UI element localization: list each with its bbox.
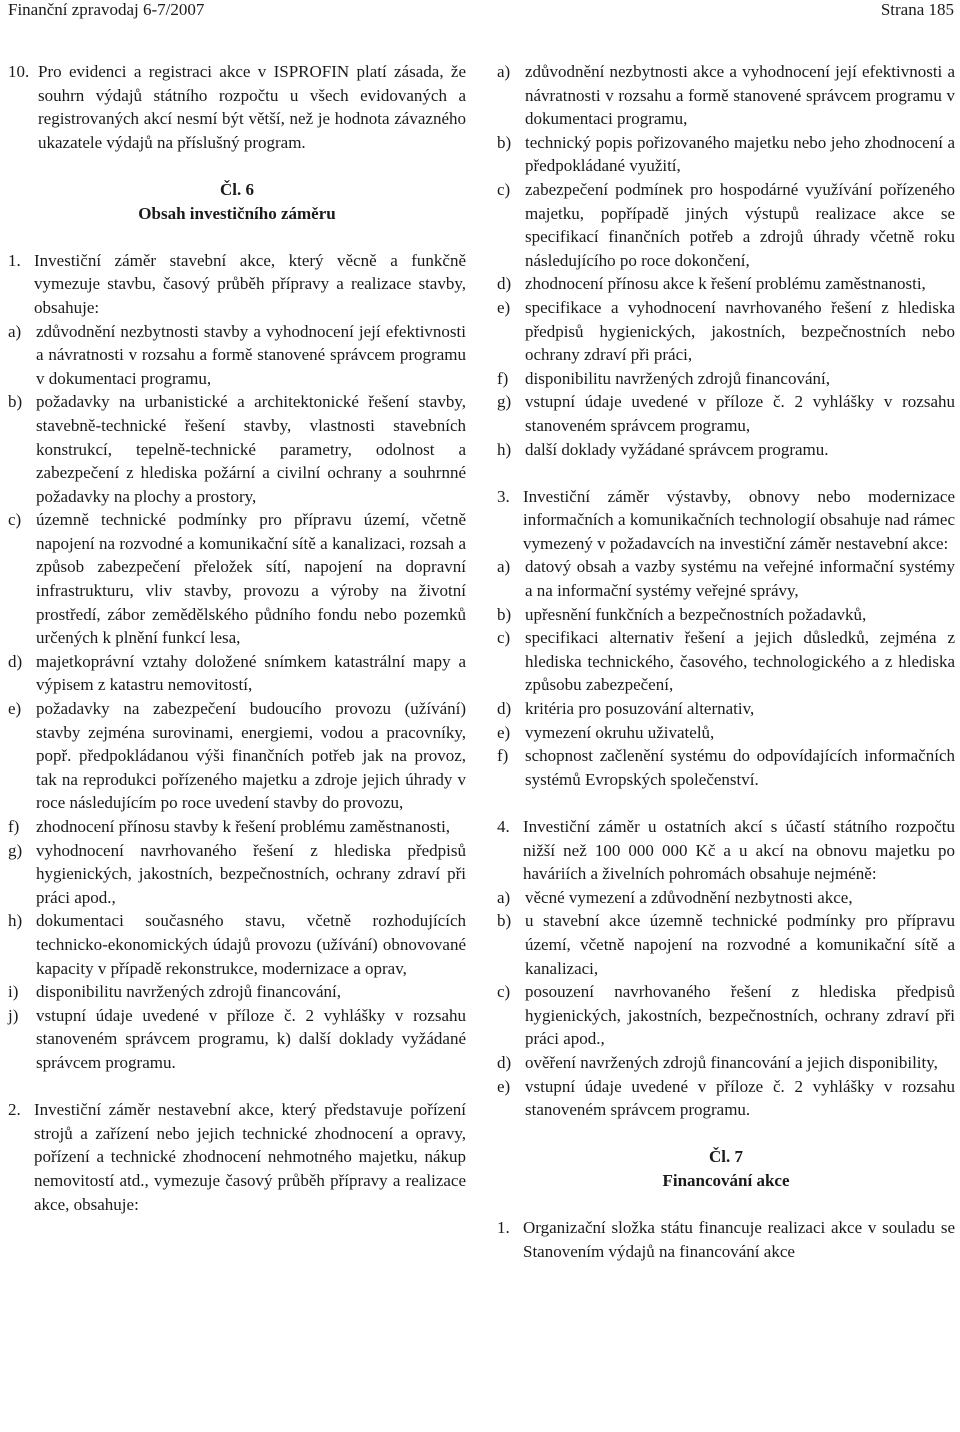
list-item: [497, 367, 955, 391]
item-label: d): [497, 699, 512, 719]
list-item: [497, 390, 955, 437]
item-text: požadavky na urbanistické a architektonické řešení stavby, stavebně-technické řešení stavby, vlastnosti stavebních konstrukcí, tepelně-technické parametry, odolnost a zabezpečení z hlediska požární a civilní ochrany a souhrnné požadavky na plochy a prostory,: [36, 392, 466, 506]
paragraph-text: Investiční záměr stavební akce, který věcně a funkčně vymezuje stavbu, časový průběh přípravy a realizace stavby, obsahuje:: [34, 250, 466, 317]
item-label: g): [497, 392, 512, 412]
list-item: [8, 839, 466, 910]
item-label: j): [8, 1005, 19, 1025]
list-item: [497, 909, 955, 980]
paragraph-text: Pro evidenci a registraci akce v ISPROFIN platí zásada, že souhrn výdajů státního rozpočtu u všech evidovaných a registrovaných akcí nesmí být větší, než je hodnota závazného ukazatele výdajů na příslušný program.: [38, 62, 466, 152]
item-text: datový obsah a vazby systému na veřejné informační systémy a na informační systémy veřejné správy,: [525, 557, 955, 601]
item-text: disponibilitu navržených zdrojů financování,: [36, 982, 341, 1002]
paragraph-10: [8, 60, 466, 154]
item-label: c): [497, 982, 511, 1002]
item-text: územně technické podmínky pro přípravu území, včetně napojení na rozvodné a komunikační sítě a kanalizaci, rozsah a způsob zabezpečení přeložek sítí, napojení na dopravní infrastrukturu, vliv stavby, provozu a výroby na životní prostředí, zábor zemědělského půdního fondu nebo pozemků určených k plnění funkcí lesa,: [36, 510, 466, 648]
item-list: [8, 320, 466, 1075]
item-label: d): [497, 274, 512, 294]
item-label: e): [497, 297, 511, 317]
item-label: f): [497, 746, 509, 766]
item-label: h): [497, 439, 512, 459]
item-text: u stavební akce územně technické podmínky pro přípravu území, včetně napojení na rozvodné a komunikační sítě a kanalizaci,: [525, 911, 955, 978]
list-item: [8, 320, 466, 391]
item-text: upřesnění funkčních a bezpečnostních požadavků,: [525, 604, 867, 624]
item-label: a): [497, 62, 511, 81]
item-text: specifikace a vyhodnocení navrhovaného řešení z hlediska předpisů hygienických, jakostních, bezpečnostních nebo ochrany zdraví při práci,: [525, 297, 955, 365]
paragraph-text: Organizační složka státu financuje realizaci akce v souladu se Stanovením výdajů na financování akce: [523, 1218, 955, 1261]
item-label: b): [497, 132, 512, 152]
list-item: [497, 438, 955, 462]
item-text: posouzení navrhovaného řešení z hlediska předpisů hygienických, jakostních, bezpečnostních, ochrany zdraví při práci apod.,: [525, 982, 955, 1049]
item-text: další doklady vyžádané správcem programu.: [525, 439, 829, 459]
item-text: specifikaci alternativ řešení a jejich důsledků, zejména z hlediska technického, časového, technologického a z hlediska způsobu zabezpečení,: [525, 628, 955, 695]
article-6-title: Čl. 6: [220, 179, 254, 199]
article-6-subtitle: Obsah investičního záměru: [138, 203, 336, 223]
list-item: [8, 697, 466, 815]
list-item: [497, 296, 955, 367]
item-text: vyhodnocení navrhovaného řešení z hlediska předpisů hygienických, jakostních, bezpečnostních, ochrany zdraví při práci apod.,: [36, 840, 466, 907]
item-text: zhodnocení přínosu akce k řešení problému zaměstnanosti,: [525, 274, 926, 294]
item-label: e): [8, 699, 22, 719]
item-label: d): [497, 1052, 512, 1072]
item-label: a): [497, 887, 511, 907]
item-text: zabezpečení podmínek pro hospodárné využívání pořízeného majetku, popřípadě jiných výstupů realizace akce se specifikací finančních potřeb a zdrojů úhrady včetně roku následujícího po roce dokončení,: [525, 179, 955, 270]
item-text: disponibilitu navržených zdrojů financování,: [525, 368, 830, 388]
publication-title: Finanční zpravodaj 6-7/2007: [8, 0, 205, 19]
item-label: h): [8, 911, 23, 931]
list-item: [497, 603, 955, 627]
paragraph-3: [497, 485, 955, 792]
list-item: [497, 886, 955, 910]
item-label: b): [497, 604, 512, 624]
article-7-title: Čl. 7: [709, 1147, 743, 1167]
item-text: schopnost začlenění systému do odpovídajících informačních systémů Evropských společenství.: [525, 746, 955, 789]
list-item: [497, 131, 955, 178]
item-text: kritéria pro posuzování alternativ,: [525, 699, 755, 719]
list-item: [497, 744, 955, 791]
list-item: [497, 697, 955, 721]
item-text: věcné vymezení a zdůvodnění nezbytnosti akce,: [525, 887, 853, 907]
list-item: [8, 1004, 466, 1075]
item-text: požadavky na zabezpečení budoucího provozu (užívání) stavby zejména surovinami, energiemi, vodou a pracovníky, popř. předpokládanou výši finančních potřeb jak na provoz, tak na reprodukci pořízeného majetku a zdroje jejich úhrady v roce následujícím po roce uvedení stavby do provozu,: [36, 699, 466, 813]
list-item: [497, 626, 955, 697]
item-text: dokumentaci současného stavu, včetně rozhodujících technicko-ekonomických údajů provozu (užívání) obnovované kapacity v případě rekonstrukce, modernizace a oprav,: [36, 911, 466, 978]
item-label: e): [497, 722, 511, 742]
item-label: c): [8, 510, 22, 530]
paragraph-7-1: [497, 1216, 955, 1263]
paragraph-text: Investiční záměr u ostatních akcí s účastí státního rozpočtu nižší než 100 000 000 Kč a u akcí na obnovu majetku po haváriích a živelních pohromách obsahuje nejméně:: [523, 817, 955, 884]
article-7-subtitle: Financování akce: [662, 1170, 790, 1190]
item-text: vymezení okruhu uživatelů,: [525, 722, 715, 742]
paragraph-text: Investiční záměr nestavební akce, který představuje pořízení strojů a zařízení nebo jejich technické zhodnocení a opravy, pořízení a technické zhodnocení nehmotného majetku, nákup nemovitostí atd., vymezuje časový průběh přípravy a realizace akce, obsahuje:: [34, 1100, 466, 1214]
item-label: d): [8, 651, 23, 671]
paragraph-number: 3.: [497, 486, 510, 506]
page-number: Strana 185: [880, 0, 954, 19]
item-label: c): [497, 628, 511, 648]
item-label: b): [8, 392, 23, 412]
list-item: [497, 178, 955, 272]
list-item: [497, 555, 955, 602]
paragraph-number: 4.: [497, 817, 510, 836]
item-text: majetkoprávní vztahy doložené snímkem katastrální mapy a výpisem z katastru nemovitostí,: [36, 651, 466, 695]
item-label: c): [497, 179, 511, 199]
item-text: vstupní údaje uvedené v příloze č. 2 vyhlášky v rozsahu stanoveném správcem programu,: [525, 392, 955, 435]
page-header: [0, 0, 960, 22]
item-label: a): [497, 557, 511, 577]
list-item: [497, 1075, 955, 1122]
list-item: [8, 815, 466, 839]
item-text: vstupní údaje uvedené v příloze č. 2 vyhlášky v rozsahu stanoveném správcem programu.: [525, 1076, 955, 1120]
item-text: zdůvodnění nezbytnosti stavby a vyhodnocení její efektivnosti a návratnosti v rozsahu a formě stanovené správcem programu v dokumentaci programu,: [36, 321, 466, 388]
paragraph-2: [8, 1098, 466, 1216]
right-column: [497, 60, 955, 1263]
paragraph-text: Investiční záměr výstavby, obnovy nebo modernizace informačních a komunikačních technologií obsahuje nad rámec vymezený v požadavcích na investiční záměr nestavební akce:: [523, 486, 955, 553]
list-item: [8, 909, 466, 980]
list-item: [497, 272, 955, 296]
list-item: [8, 650, 466, 697]
paragraph-number: 1.: [497, 1218, 510, 1238]
item-label: f): [497, 368, 509, 388]
item-text: zdůvodnění nezbytnosti akce a vyhodnocení její efektivnosti a návratnosti v rozsahu a formě stanovené správcem programu v dokumentaci programu,: [525, 62, 955, 129]
item-text: technický popis pořizovaného majetku nebo jeho zhodnocení a předpokládané využití,: [525, 132, 955, 176]
item-list: [497, 555, 955, 791]
item-label: b): [497, 911, 512, 931]
item-label: f): [8, 817, 20, 836]
item-text: zhodnocení přínosu stavby k řešení problému zaměstnanosti,: [36, 817, 451, 836]
paragraph-number: 1.: [8, 250, 21, 270]
paragraph-4: [497, 815, 955, 1122]
item-label: e): [497, 1076, 511, 1096]
item-list: [497, 60, 955, 461]
paragraph-number: 2.: [8, 1100, 21, 1120]
item-text: ověření navržených zdrojů financování a jejich disponibility,: [525, 1052, 938, 1072]
list-item: [497, 721, 955, 745]
item-label: a): [8, 321, 22, 341]
list-item: [8, 390, 466, 508]
item-list: [497, 886, 955, 1122]
list-item: [497, 60, 955, 131]
paragraph-1: [8, 249, 466, 1075]
item-label: g): [8, 840, 23, 860]
item-label: i): [8, 982, 19, 1002]
list-item: [8, 508, 466, 650]
item-text: vstupní údaje uvedené v příloze č. 2 vyhlášky v rozsahu stanoveném správcem programu, k) další doklady vyžádané správcem programu.: [36, 1005, 466, 1072]
list-item: [8, 980, 466, 1004]
list-item: [497, 980, 955, 1051]
paragraph-number: 10.: [8, 62, 30, 81]
list-item: [497, 1051, 955, 1075]
left-column: [8, 60, 466, 1216]
